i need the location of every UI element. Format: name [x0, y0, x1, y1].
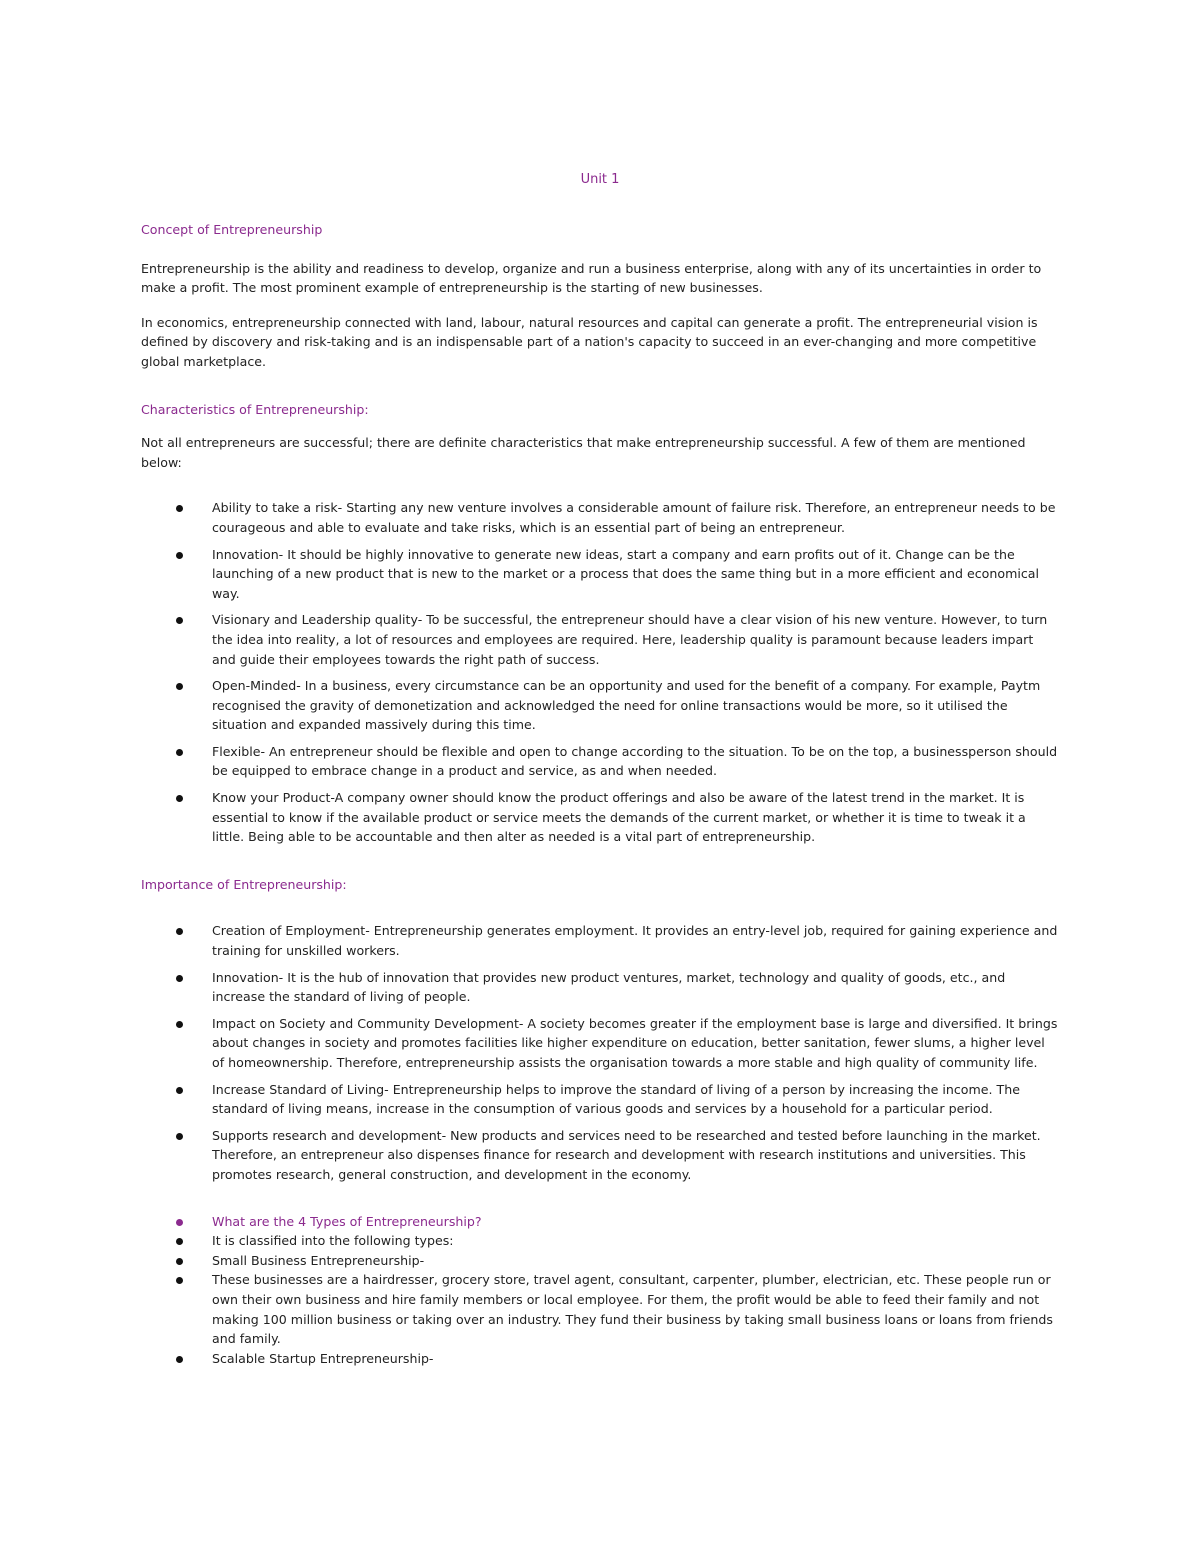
concept-paragraph-1: Entrepreneurship is the ability and readiness to develop, organize and run a business enterprise, along with any of its uncertainties in order to make a profit. The most prominent example of entrepreneurship is the starting of new businesses. [141, 260, 1042, 296]
list-item: Flexible- An entrepreneur should be flexible and open to change according to the situation. To be on the top, a businessperson should be equipped to embrace change in a product and service, as and when needed. [141, 742, 1059, 781]
list-item: Small Business Entrepreneurship- [141, 1251, 1059, 1271]
bullet-icon [176, 928, 183, 935]
bullet-icon [176, 1021, 183, 1028]
bullet-icon [176, 975, 183, 982]
bullet-icon [176, 683, 183, 690]
list-item: Innovation- It is the hub of innovation that provides new product ventures, market, technology and quality of goods, etc., and increase the standard of living of people. [141, 968, 1059, 1007]
importance-list [141, 921, 1059, 1184]
bullet-icon [176, 749, 183, 756]
list-item: Increase Standard of Living- Entrepreneurship helps to improve the standard of living of a person by increasing the income. The standard of living means, increase in the consumption of various goods and services by a household for a particular period. [141, 1080, 1059, 1119]
unit-title: Unit 1 [580, 172, 620, 187]
document-body [141, 220, 1059, 1368]
list-item: Creation of Employment- Entrepreneurship generates employment. It provides an entry-level job, required for gaining experience and training for unskilled workers. [141, 921, 1059, 960]
characteristics-list [141, 498, 1059, 847]
list-item [141, 1212, 1059, 1232]
bullet-icon [176, 1087, 183, 1094]
list-item: Visionary and Leadership quality- To be successful, the entrepreneur should have a clear vision of his new venture. However, to turn the idea into reality, a lot of resources and employees are required. Here, leadership quality is paramount because leaders impart and guide their employees towards the right path of success. [141, 610, 1059, 669]
bullet-icon [176, 1356, 183, 1363]
bullet-icon [176, 1238, 183, 1245]
list-item: Know your Product-A company owner should know the product offerings and also be aware of the latest trend in the market. It is essential to know if the available product or service meets the demands of the current market, or whether it is time to tweak it a little. Being able to be accountable and then alter as needed is a vital part of entrepreneurship. [141, 788, 1059, 847]
characteristics-heading: Characteristics of Entrepreneurship: [141, 401, 369, 417]
list-item: Scalable Startup Entrepreneurship- [141, 1349, 1059, 1369]
bullet-icon [176, 1277, 183, 1284]
bullet-icon [176, 505, 183, 512]
concept-heading: Concept of Entrepreneurship [141, 222, 323, 237]
types-list [141, 1212, 1059, 1369]
list-item: These businesses are a hairdresser, grocery store, travel agent, consultant, carpenter, plumber, electrician, etc. These people run or own their own business and hire family members or local employee. For them, the profit would be able to feed their family and not making 100 million business or taking over an industry. They fund their business by taking small business loans or loans from friends and family. [141, 1270, 1059, 1348]
list-item: It is classified into the following types: [141, 1231, 1059, 1251]
bullet-icon [176, 1133, 183, 1140]
concept-paragraph-2: In economics, entrepreneurship connected with land, labour, natural resources and capital can generate a profit. The entrepreneurial vision is defined by discovery and risk-taking and is an indispensable part of a nation's capacity to succeed in an ever-changing and more competitive global marketplace. [141, 314, 1038, 369]
characteristics-intro: Not all entrepreneurs are successful; there are definite characteristics that make entrepreneurship successful. A few of them are mentioned below: [141, 435, 1026, 470]
bullet-icon [176, 552, 183, 559]
bullet-icon [176, 795, 183, 802]
list-item: Impact on Society and Community Development- A society becomes greater if the employment base is large and diversified. It brings about changes in society and promotes facilities like higher expenditure on education, better sanitation, fewer slums, a higher level of homeownership. Therefore, entrepreneurship assists the organisation towards a more stable and high quality of community life. [141, 1014, 1059, 1073]
bullet-icon [176, 1258, 183, 1265]
list-item: Innovation- It should be highly innovative to generate new ideas, start a company and earn profits out of it. Change can be the launching of a new product that is new to the market or a process that does the same thing but in a more efficient and economical way. [141, 545, 1059, 604]
list-item: Open-Minded- In a business, every circumstance can be an opportunity and used for the benefit of a company. For example, Paytm recognised the gravity of demonetization and acknowledged the need for online transactions would be more, so it utilised the situation and expanded massively during this time. [141, 676, 1059, 735]
list-item: Supports research and development- New products and services need to be researched and tested before launching in the market. Therefore, an entrepreneur also dispenses finance for research and development with research institutions and universities. This promotes research, general construction, and development in the economy. [141, 1126, 1059, 1185]
list-item: Ability to take a risk- Starting any new venture involves a considerable amount of failure risk. Therefore, an entrepreneur needs to be courageous and able to evaluate and take risks, which is an essential part of being an entrepreneur. [141, 498, 1059, 537]
bullet-icon [176, 617, 183, 624]
bullet-icon [176, 1219, 183, 1226]
importance-heading: Importance of Entrepreneurship: [141, 876, 347, 892]
types-heading: What are the 4 Types of Entrepreneurship? [212, 1213, 482, 1229]
